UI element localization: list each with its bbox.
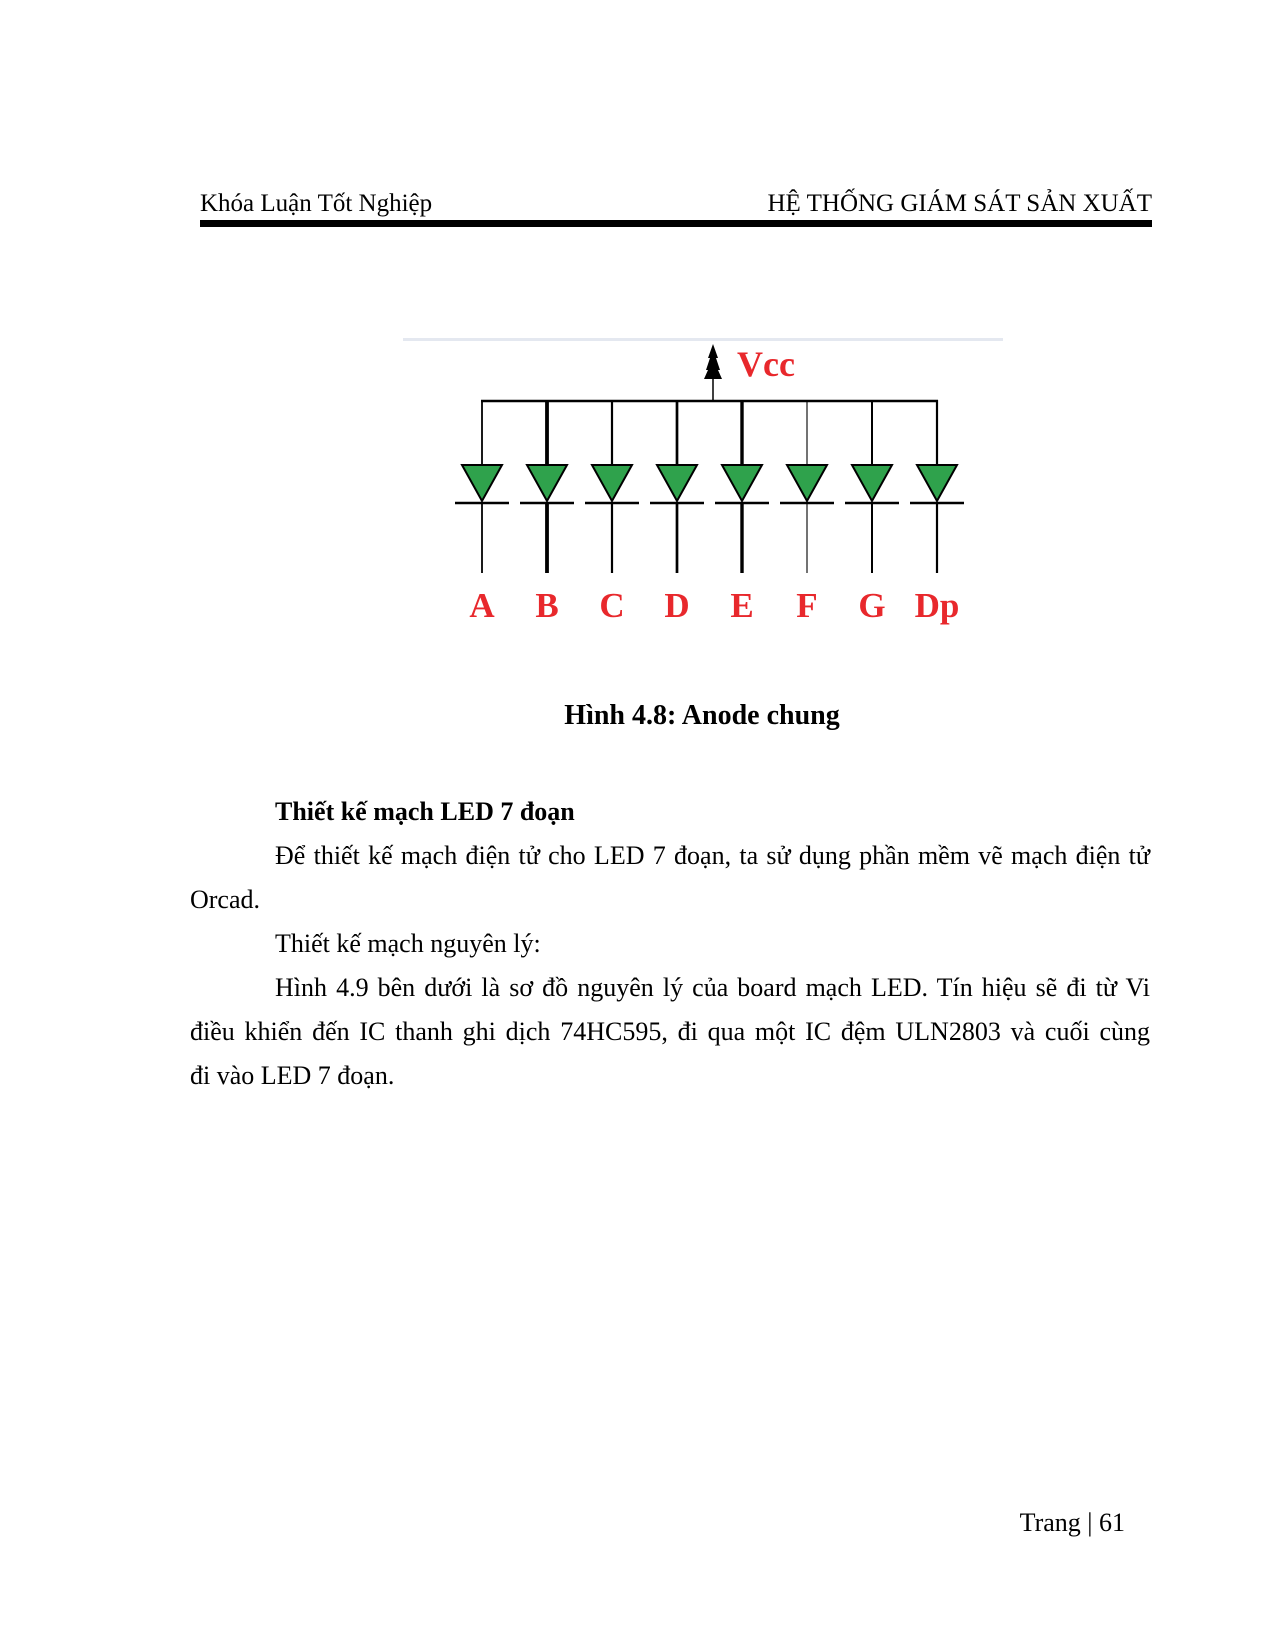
led-symbol-e <box>715 400 769 573</box>
led-symbol-dp <box>910 400 964 573</box>
paragraph-line: Orcad. <box>190 885 261 914</box>
led-symbol-d <box>650 400 704 573</box>
vcc-label: Vcc <box>737 344 795 384</box>
body-text <box>190 790 1150 1098</box>
led-symbol-g <box>845 400 899 573</box>
segment-label-e: E <box>730 586 754 625</box>
segment-label-f: F <box>796 586 818 625</box>
segment-label-g: G <box>858 586 886 625</box>
paragraph-line: Hình 4.9 bên dưới là sơ đồ nguyên lý của board mạch LED. Tín hiệu sẽ đi từ Vi <box>275 973 1150 1002</box>
vcc-arrow-icon <box>704 344 722 401</box>
paragraph-line: đi vào LED 7 đoạn. <box>190 1061 395 1090</box>
led-circuit-diagram <box>390 330 1010 590</box>
page-number: Trang | 61 <box>1019 1508 1125 1537</box>
paragraph-line: Thiết kế mạch nguyên lý: <box>275 929 541 958</box>
led-symbol-c <box>585 400 639 573</box>
header-left-title: Khóa Luận Tốt Nghiệp <box>200 190 433 217</box>
segment-label-a: A <box>469 586 495 625</box>
led-symbol-b <box>520 400 574 573</box>
segment-label-d: D <box>664 586 690 625</box>
figure-caption: Hình 4.8: Anode chung <box>564 700 840 731</box>
segment-label-b: B <box>535 586 559 625</box>
segment-label-c: C <box>599 586 625 625</box>
led-symbol-a <box>455 400 509 573</box>
paragraph-line: điều khiển đến IC thanh ghi dịch 74HC595, đi qua một IC đệm ULN2803 và cuối cùng <box>190 1017 1150 1046</box>
led-symbol-f <box>780 400 834 573</box>
header-rule <box>200 220 1152 227</box>
section-heading: Thiết kế mạch LED 7 đoạn <box>275 797 575 826</box>
header-right-title: HỆ THỐNG GIÁM SÁT SẢN XUẤT <box>767 190 1152 217</box>
paragraph-line: Để thiết kế mạch điện tử cho LED 7 đoạn, ta sử dụng phần mềm vẽ mạch điện tử <box>275 841 1150 870</box>
segment-label-dp: Dp <box>914 586 960 625</box>
